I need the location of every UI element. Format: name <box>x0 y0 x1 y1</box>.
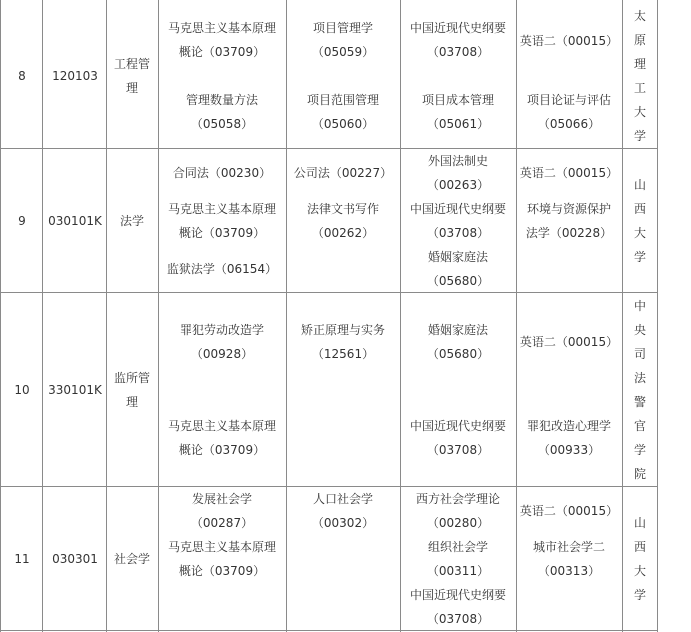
course-text: 矫正原理与实务 <box>300 323 386 337</box>
course-text: 概论（03709） <box>178 45 266 59</box>
major-name-line: 监所管 <box>113 371 151 385</box>
row-number: 8 <box>18 69 26 83</box>
column-divider <box>158 0 159 632</box>
row-number: 10 <box>14 383 30 397</box>
major-code: 030101K <box>48 214 102 228</box>
column-divider <box>0 0 1 632</box>
course-text: 合同法（00230） <box>172 166 272 180</box>
column-divider <box>516 0 517 632</box>
column-divider <box>286 0 287 632</box>
course-text: 环境与资源保护 <box>526 202 612 216</box>
course-text: 罪犯劳动改造学 <box>179 323 265 337</box>
course-text: （05059） <box>311 45 375 59</box>
school-char: 工 <box>633 81 647 95</box>
course-text: （03708） <box>426 612 490 626</box>
school-char: 法 <box>633 371 647 385</box>
course-text: 马克思主义基本原理 <box>167 419 277 433</box>
column-divider <box>400 0 401 632</box>
course-text: 英语二（00015） <box>519 504 619 518</box>
course-text: 概论（03709） <box>178 443 266 457</box>
course-text: 英语二（00015） <box>519 335 619 349</box>
school-char: 大 <box>633 564 647 578</box>
school-char: 大 <box>633 226 647 240</box>
course-text: （03708） <box>426 45 490 59</box>
course-text: （03708） <box>426 443 490 457</box>
course-text: 监狱法学（06154） <box>166 262 278 276</box>
course-text: （05058） <box>190 117 254 131</box>
course-text: 中国近现代史纲要 <box>409 588 507 602</box>
school-char: 中 <box>633 299 647 313</box>
row-divider <box>0 148 658 149</box>
school-char: 学 <box>633 588 647 602</box>
course-text: （00263） <box>426 178 490 192</box>
column-divider <box>42 0 43 632</box>
school-char: 理 <box>633 57 647 71</box>
course-text: （05066） <box>537 117 601 131</box>
school-char: 西 <box>633 202 647 216</box>
school-char: 央 <box>633 323 647 337</box>
course-text: （05061） <box>426 117 490 131</box>
row-divider <box>0 486 658 487</box>
course-text: 西方社会学理论 <box>415 492 501 506</box>
column-divider <box>622 0 623 632</box>
course-text: 英语二（00015） <box>519 34 619 48</box>
course-text: 人口社会学 <box>312 492 374 506</box>
school-char: 官 <box>633 419 647 433</box>
school-char: 山 <box>633 178 647 192</box>
course-text: 婚姻家庭法 <box>427 323 489 337</box>
course-text: 中国近现代史纲要 <box>409 419 507 433</box>
school-char: 西 <box>633 540 647 554</box>
course-text: （05680） <box>426 274 490 288</box>
row-divider <box>0 630 658 631</box>
major-name-line: 法学 <box>119 214 145 228</box>
major-code: 120103 <box>52 69 98 83</box>
major-name-line: 工程管 <box>113 57 151 71</box>
course-text: （00262） <box>311 226 375 240</box>
course-text: （00933） <box>537 443 601 457</box>
course-text: 法学（00228） <box>525 226 613 240</box>
course-text: 组织社会学 <box>427 540 489 554</box>
school-char: 大 <box>633 105 647 119</box>
course-text: 中国近现代史纲要 <box>409 202 507 216</box>
school-char: 学 <box>633 443 647 457</box>
school-char: 警 <box>633 395 647 409</box>
course-text: （00287） <box>190 516 254 530</box>
course-text: （12561） <box>311 347 375 361</box>
course-text: 项目成本管理 <box>421 93 495 107</box>
course-text: （05060） <box>311 117 375 131</box>
row-number: 11 <box>14 552 30 566</box>
school-char: 院 <box>633 467 647 481</box>
course-text: 中国近现代史纲要 <box>409 21 507 35</box>
course-text: 罪犯改造心理学 <box>526 419 612 433</box>
school-char: 太 <box>633 9 647 23</box>
major-name-line: 社会学 <box>113 552 151 566</box>
course-text: 管理数量方法 <box>185 93 259 107</box>
row-number: 9 <box>18 214 26 228</box>
course-text: 项目范围管理 <box>306 93 380 107</box>
course-text: （00311） <box>426 564 490 578</box>
course-text: （00280） <box>426 516 490 530</box>
school-char: 学 <box>633 250 647 264</box>
school-char: 山 <box>633 516 647 530</box>
row-divider <box>0 292 658 293</box>
course-text: （00928） <box>190 347 254 361</box>
major-code: 330101K <box>48 383 102 397</box>
course-text: 项目论证与评估 <box>526 93 612 107</box>
school-char: 学 <box>633 129 647 143</box>
major-code: 030301 <box>52 552 98 566</box>
course-text: 英语二（00015） <box>519 166 619 180</box>
course-text: 项目管理学 <box>312 21 374 35</box>
course-text: 概论（03709） <box>178 226 266 240</box>
course-text: 法律文书写作 <box>306 202 380 216</box>
course-text: 城市社会学二 <box>532 540 606 554</box>
course-text: 发展社会学 <box>191 492 253 506</box>
course-text: 马克思主义基本原理 <box>167 21 277 35</box>
column-divider <box>657 0 658 632</box>
course-text: （00313） <box>537 564 601 578</box>
course-text: 马克思主义基本原理 <box>167 540 277 554</box>
course-text: 公司法（00227） <box>293 166 393 180</box>
school-char: 原 <box>633 33 647 47</box>
course-text: （03708） <box>426 226 490 240</box>
school-char: 司 <box>633 347 647 361</box>
major-name-line: 理 <box>125 81 139 95</box>
major-name-line: 理 <box>125 395 139 409</box>
column-divider <box>106 0 107 632</box>
course-text: 婚姻家庭法 <box>427 250 489 264</box>
course-text: 马克思主义基本原理 <box>167 202 277 216</box>
course-text: 外国法制史 <box>427 154 489 168</box>
course-text: 概论（03709） <box>178 564 266 578</box>
course-text: （00302） <box>311 516 375 530</box>
course-text: （05680） <box>426 347 490 361</box>
